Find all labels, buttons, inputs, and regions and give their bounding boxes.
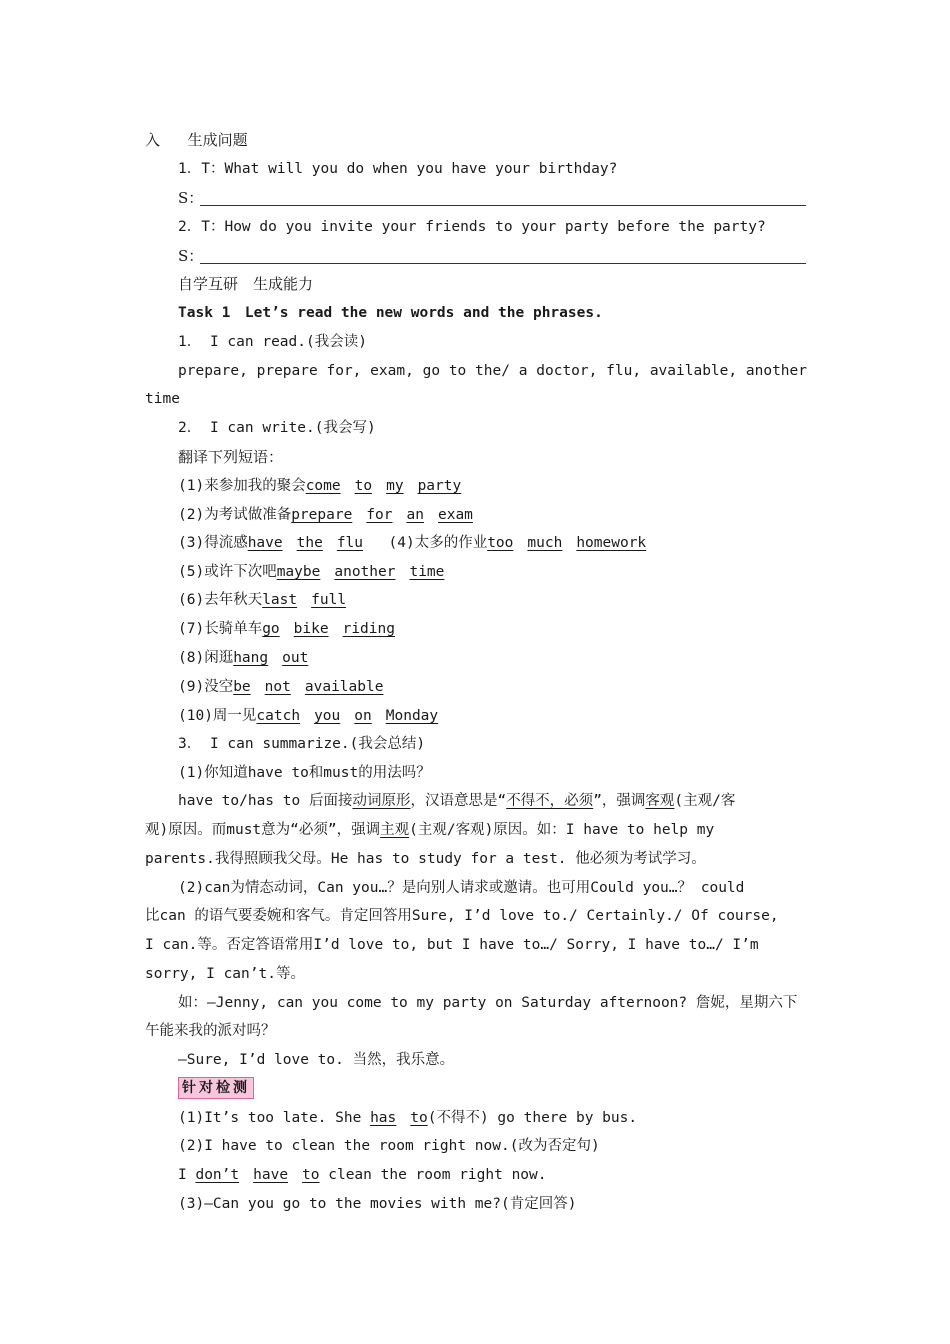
- summarize-title: 3． I can summarize.(我会总结): [178, 736, 426, 752]
- phrase-5: (5)或许下次吧maybe another time: [178, 564, 445, 580]
- example-line1: 如：—Jenny, can you come to my party on Saturday afternoon? 詹妮，星期六下: [178, 995, 798, 1011]
- read-title: 1． I can read.(我会读): [178, 334, 367, 350]
- summarize-p2-line3: I can.等。否定答语常用I’d love to, but I have to…/ Sorry, I have to…/ I’m: [145, 937, 759, 953]
- phrase-3-4: (3)得流感have the flu (4)太多的作业too much homework: [178, 535, 647, 551]
- phrase-6: (6)去年秋天last full: [178, 592, 347, 608]
- check-1: (1)It’s too late. She has to(不得不) go there by bus.: [178, 1110, 638, 1126]
- write-instruction: 翻译下列短语：: [178, 448, 284, 466]
- example-line2: 午能来我的派对吗？: [145, 1023, 276, 1039]
- check-section: [178, 1076, 807, 1099]
- phrase-8: (8)闲逛hang out: [178, 650, 309, 666]
- phrase-1: (1)来参加我的聚会come to my party: [178, 478, 462, 494]
- answer-1-label: S：: [178, 189, 204, 207]
- section-title: 生成问题: [187, 131, 248, 149]
- summarize-p1-line2: 观)原因。而must意为“必须”，强调主观(主观/客观)原因。如：I have to help my: [145, 822, 715, 838]
- answer-1-blank[interactable]: [200, 205, 806, 206]
- example-line3: —Sure, I’d love to. 当然，我乐意。: [178, 1052, 455, 1068]
- summarize-p2-line4: sorry, I can’t.等。: [145, 966, 305, 982]
- check-2-answer: I don’t have to clean the room right now.: [178, 1167, 547, 1183]
- question-2: 2．T：How do you invite your friends to your party before the party?: [178, 219, 766, 235]
- summarize-p1-line1: have to/has to 后面接动词原形，汉语意思是“不得不，必须”，强调客观(主观/客: [178, 793, 736, 809]
- answer-2-blank[interactable]: [200, 263, 806, 264]
- section-marker: 入: [145, 131, 161, 149]
- intro-heading: [145, 129, 807, 151]
- read-words-line1: prepare, prepare for, exam, go to the/ a doctor, flu, available, another: [178, 363, 807, 379]
- phrase-10: (10)周一见catch you on Monday: [178, 708, 439, 724]
- read-words-line2: time: [145, 391, 180, 407]
- phrase-9: (9)没空be not available: [178, 679, 384, 695]
- phrase-7: (7)长骑单车go bike riding: [178, 621, 395, 637]
- answer-2-label: S：: [178, 247, 204, 265]
- summarize-p2-line2: 比can 的语气要委婉和客气。肯定回答用Sure, I’d love to./ Certainly./ Of course,: [145, 908, 779, 924]
- check-badge: 针对检测: [178, 1077, 254, 1099]
- task-1-title: Task 1 Let’s read the new words and the phrases.: [178, 305, 603, 321]
- section-title-2: 自学互研 生成能力: [178, 275, 314, 293]
- check-2-question: (2)I have to clean the room right now.(改为否定句): [178, 1138, 600, 1154]
- write-title: 2． I can write.(我会写): [178, 420, 376, 436]
- check-3-question: (3)—Can you go to the movies with me?(肯定回答): [178, 1196, 577, 1212]
- summarize-p1-line3: parents.我得照顾我父母。He has to study for a test. 他必须为考试学习。: [145, 851, 706, 867]
- phrase-2: (2)为考试做准备prepare for an exam: [178, 507, 473, 523]
- question-1: 1．T：What will you do when you have your birthday?: [178, 161, 618, 177]
- summarize-question-1: (1)你知道have to和must的用法吗？: [178, 765, 431, 781]
- summarize-p2-line1: (2)can为情态动词，Can you…？是向别人请求或邀请。也可用Could you…？ could: [178, 880, 745, 896]
